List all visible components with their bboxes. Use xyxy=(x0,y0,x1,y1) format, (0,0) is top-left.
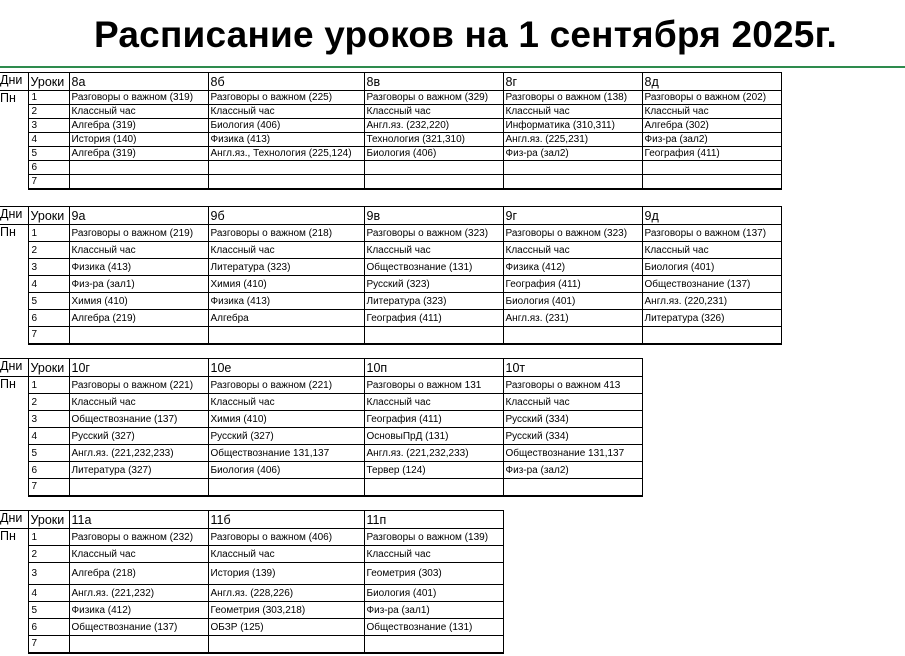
lesson-number: 6 xyxy=(28,310,69,327)
lesson-cell xyxy=(208,327,364,344)
lesson-number: 4 xyxy=(28,585,69,602)
lesson-number: 7 xyxy=(28,479,69,496)
lesson-cell: Англ.яз. (221,232,233) xyxy=(364,445,503,462)
lesson-number: 1 xyxy=(28,225,69,242)
lesson-cell: Разговоры о важном (319) xyxy=(69,91,208,105)
lesson-cell xyxy=(364,161,503,175)
page-title: Расписание уроков на 1 сентября 2025г. xyxy=(94,14,837,55)
lesson-cell: Обществознание (137) xyxy=(642,276,781,293)
lesson-cell: Биология (406) xyxy=(364,147,503,161)
schedule-block-4 xyxy=(0,510,504,654)
lesson-cell: Классный час xyxy=(208,105,364,119)
lesson-row xyxy=(0,119,781,133)
lesson-cell: Классный час xyxy=(364,546,503,563)
lesson-cell: Физ-ра (зал2) xyxy=(503,147,642,161)
lesson-number: 4 xyxy=(28,133,69,147)
lesson-cell: Классный час xyxy=(69,546,208,563)
class-header: 11п xyxy=(364,511,503,529)
lesson-cell xyxy=(364,479,503,496)
class-header: 10г xyxy=(69,359,208,377)
lesson-cell: Обществознание (137) xyxy=(69,411,208,428)
lesson-cell: Физ-ра (зал2) xyxy=(503,462,642,479)
lesson-number: 6 xyxy=(28,619,69,636)
lesson-cell: Русский (323) xyxy=(364,276,503,293)
lesson-cell: Биология (406) xyxy=(208,119,364,133)
header-days: Дни xyxy=(0,73,28,91)
lesson-row xyxy=(0,445,642,462)
lesson-row xyxy=(0,411,642,428)
lesson-row xyxy=(0,428,642,445)
lesson-cell: Алгебра xyxy=(208,310,364,327)
lesson-cell: Классный час xyxy=(208,546,364,563)
lesson-cell: География (411) xyxy=(642,147,781,161)
lesson-cell: Классный час xyxy=(69,394,208,411)
schedule-block-1 xyxy=(0,72,782,190)
lesson-cell xyxy=(642,161,781,175)
lesson-cell xyxy=(503,327,642,344)
lesson-number: 1 xyxy=(28,91,69,105)
lesson-cell: Классный час xyxy=(69,105,208,119)
schedule-table xyxy=(0,206,782,345)
lesson-cell: Разговоры о важном (323) xyxy=(364,225,503,242)
lesson-number: 5 xyxy=(28,293,69,310)
lesson-row xyxy=(0,105,781,119)
lesson-cell: Разговоры о важном (202) xyxy=(642,91,781,105)
schedule-table xyxy=(0,510,504,654)
lesson-cell xyxy=(642,327,781,344)
lesson-cell: Разговоры о важном (221) xyxy=(69,377,208,394)
lesson-cell: Обществознание (137) xyxy=(69,619,208,636)
lesson-number: 3 xyxy=(28,411,69,428)
lesson-number: 2 xyxy=(28,394,69,411)
lesson-cell: Классный час xyxy=(503,394,642,411)
lesson-cell: Классный час xyxy=(69,242,208,259)
header-days: Дни xyxy=(0,511,28,529)
schedule-table xyxy=(0,358,643,497)
lesson-cell: Обществознание 131,137 xyxy=(503,445,642,462)
lesson-cell: Физика (413) xyxy=(208,133,364,147)
lesson-cell: Англ.яз. (220,231) xyxy=(642,293,781,310)
lesson-cell: Информатика (310,311) xyxy=(503,119,642,133)
lesson-cell: Разговоры о важном (225) xyxy=(208,91,364,105)
lesson-cell xyxy=(69,327,208,344)
lesson-cell: Англ.яз. (225,231) xyxy=(503,133,642,147)
lesson-cell: Литература (323) xyxy=(364,293,503,310)
lesson-cell: Биология (401) xyxy=(364,585,503,602)
lesson-number: 6 xyxy=(28,462,69,479)
lesson-cell: Физика (412) xyxy=(69,602,208,619)
lesson-row xyxy=(0,479,642,496)
lesson-cell: Классный час xyxy=(208,242,364,259)
lesson-cell: Разговоры о важном (329) xyxy=(364,91,503,105)
lesson-cell: Литература (326) xyxy=(642,310,781,327)
lesson-cell: Обществознание (131) xyxy=(364,619,503,636)
lesson-number: 4 xyxy=(28,428,69,445)
lesson-cell: Классный час xyxy=(503,242,642,259)
lesson-cell: Классный час xyxy=(642,105,781,119)
lesson-number: 1 xyxy=(28,377,69,394)
lesson-cell: Химия (410) xyxy=(208,411,364,428)
lesson-number: 7 xyxy=(28,636,69,653)
lesson-cell: Алгебра (218) xyxy=(69,563,208,585)
lesson-cell xyxy=(503,479,642,496)
day-label: Пн xyxy=(0,377,28,496)
lesson-cell: Алгебра (219) xyxy=(69,310,208,327)
lesson-number: 6 xyxy=(28,161,69,175)
lesson-cell xyxy=(364,327,503,344)
lesson-cell xyxy=(69,636,208,653)
lesson-cell: Литература (323) xyxy=(208,259,364,276)
lesson-row xyxy=(0,259,781,276)
lesson-row xyxy=(0,529,503,546)
lesson-cell: Физ-ра (зал1) xyxy=(69,276,208,293)
lesson-cell xyxy=(69,161,208,175)
lesson-cell: География (411) xyxy=(364,411,503,428)
lesson-row xyxy=(0,276,781,293)
lesson-cell: Разговоры о важном (137) xyxy=(642,225,781,242)
lesson-cell xyxy=(69,479,208,496)
header-days: Дни xyxy=(0,207,28,225)
lesson-cell: Англ.яз. (228,226) xyxy=(208,585,364,602)
lesson-number: 5 xyxy=(28,602,69,619)
lesson-cell: Биология (401) xyxy=(503,293,642,310)
lesson-cell: Биология (401) xyxy=(642,259,781,276)
lesson-row xyxy=(0,133,781,147)
lesson-row xyxy=(0,91,781,105)
lesson-row xyxy=(0,293,781,310)
lesson-cell: Физика (412) xyxy=(503,259,642,276)
lesson-cell: Классный час xyxy=(364,105,503,119)
lesson-cell: Англ.яз. (232,220) xyxy=(364,119,503,133)
lesson-cell: Англ.яз. (221,232,233) xyxy=(69,445,208,462)
schedule-block-3 xyxy=(0,358,643,497)
lesson-cell: Англ.яз. (231) xyxy=(503,310,642,327)
header-lessons: Уроки xyxy=(28,359,69,377)
lesson-cell: Классный час xyxy=(642,242,781,259)
lesson-row xyxy=(0,394,642,411)
lesson-cell: Химия (410) xyxy=(208,276,364,293)
day-label: Пн xyxy=(0,225,28,344)
lesson-cell: Классный час xyxy=(208,394,364,411)
lesson-row xyxy=(0,377,642,394)
lesson-row xyxy=(0,563,503,585)
class-header: 11б xyxy=(208,511,364,529)
lesson-cell: Разговоры о важном 413 xyxy=(503,377,642,394)
lesson-number: 5 xyxy=(28,147,69,161)
lesson-row xyxy=(0,225,781,242)
lesson-row xyxy=(0,161,781,175)
lesson-number: 2 xyxy=(28,105,69,119)
lesson-cell: ОБЗР (125) xyxy=(208,619,364,636)
lesson-row xyxy=(0,147,781,161)
lesson-cell: Технология (321,310) xyxy=(364,133,503,147)
lesson-cell: Тервер (124) xyxy=(364,462,503,479)
lesson-cell: Биология (406) xyxy=(208,462,364,479)
day-label: Пн xyxy=(0,91,28,189)
lesson-cell: География (411) xyxy=(364,310,503,327)
class-header: 9а xyxy=(69,207,208,225)
lesson-cell xyxy=(503,161,642,175)
lesson-row xyxy=(0,327,781,344)
class-header: 10е xyxy=(208,359,364,377)
lesson-cell: Русский (327) xyxy=(208,428,364,445)
lesson-number: 7 xyxy=(28,327,69,344)
lesson-number: 3 xyxy=(28,259,69,276)
lesson-cell: Алгебра (319) xyxy=(69,119,208,133)
schedule-table xyxy=(0,72,782,190)
lesson-cell: Геометрия (303,218) xyxy=(208,602,364,619)
lesson-number: 7 xyxy=(28,175,69,189)
lesson-cell xyxy=(208,175,364,189)
day-label: Пн xyxy=(0,529,28,653)
lesson-row xyxy=(0,462,642,479)
lesson-cell: Классный час xyxy=(364,394,503,411)
schedule-block-2 xyxy=(0,206,782,345)
lesson-cell xyxy=(208,161,364,175)
class-header: 8б xyxy=(208,73,364,91)
lesson-cell: Геометрия (303) xyxy=(364,563,503,585)
lesson-cell xyxy=(364,175,503,189)
lesson-cell: Алгебра (302) xyxy=(642,119,781,133)
lesson-cell xyxy=(69,175,208,189)
header-lessons: Уроки xyxy=(28,73,69,91)
lesson-cell: Разговоры о важном (221) xyxy=(208,377,364,394)
class-header: 10п xyxy=(364,359,503,377)
lesson-cell: ОсновыПрД (131) xyxy=(364,428,503,445)
lesson-row xyxy=(0,546,503,563)
lesson-cell: Литература (327) xyxy=(69,462,208,479)
lesson-cell: Англ.яз. (221,232) xyxy=(69,585,208,602)
lesson-cell: Русский (327) xyxy=(69,428,208,445)
lesson-cell: Разговоры о важном (232) xyxy=(69,529,208,546)
lesson-row xyxy=(0,585,503,602)
lesson-cell: Русский (334) xyxy=(503,411,642,428)
lesson-number: 3 xyxy=(28,563,69,585)
lesson-cell: Физика (413) xyxy=(208,293,364,310)
lesson-cell: Разговоры о важном (323) xyxy=(503,225,642,242)
lesson-cell xyxy=(503,175,642,189)
lesson-cell: Классный час xyxy=(503,105,642,119)
lesson-cell: Разговоры о важном (139) xyxy=(364,529,503,546)
class-header: 11а xyxy=(69,511,208,529)
lesson-cell: Англ.яз., Технология (225,124) xyxy=(208,147,364,161)
class-header: 8г xyxy=(503,73,642,91)
lesson-number: 1 xyxy=(28,529,69,546)
class-header: 10т xyxy=(503,359,642,377)
class-header: 8в xyxy=(364,73,503,91)
lesson-number: 2 xyxy=(28,242,69,259)
class-header: 9б xyxy=(208,207,364,225)
lesson-row xyxy=(0,602,503,619)
lesson-number: 2 xyxy=(28,546,69,563)
class-header: 9в xyxy=(364,207,503,225)
header-days: Дни xyxy=(0,359,28,377)
class-header: 9г xyxy=(503,207,642,225)
lesson-cell: Обществознание (131) xyxy=(364,259,503,276)
lesson-cell: Физ-ра (зал1) xyxy=(364,602,503,619)
lesson-number: 4 xyxy=(28,276,69,293)
lesson-cell: Разговоры о важном (218) xyxy=(208,225,364,242)
lesson-cell xyxy=(208,479,364,496)
lesson-cell: Физика (413) xyxy=(69,259,208,276)
lesson-cell: Классный час xyxy=(364,242,503,259)
class-header: 9д xyxy=(642,207,781,225)
lesson-number: 3 xyxy=(28,119,69,133)
lesson-cell xyxy=(208,636,364,653)
lesson-row xyxy=(0,636,503,653)
lesson-cell xyxy=(642,175,781,189)
lesson-row xyxy=(0,242,781,259)
lesson-cell xyxy=(364,636,503,653)
lesson-cell: Разговоры о важном (406) xyxy=(208,529,364,546)
lesson-cell: Разговоры о важном (219) xyxy=(69,225,208,242)
lesson-row xyxy=(0,310,781,327)
lesson-cell: География (411) xyxy=(503,276,642,293)
lesson-cell: Физ-ра (зал2) xyxy=(642,133,781,147)
lesson-cell: Обществознание 131,137 xyxy=(208,445,364,462)
lesson-cell: Русский (334) xyxy=(503,428,642,445)
lesson-cell: Разговоры о важном (138) xyxy=(503,91,642,105)
lesson-cell: Разговоры о важном 131 xyxy=(364,377,503,394)
lesson-row xyxy=(0,619,503,636)
lesson-cell: Химия (410) xyxy=(69,293,208,310)
lesson-row xyxy=(0,175,781,189)
header-lessons: Уроки xyxy=(28,511,69,529)
header-lessons: Уроки xyxy=(28,207,69,225)
class-header: 8а xyxy=(69,73,208,91)
lesson-cell: Алгебра (319) xyxy=(69,147,208,161)
class-header: 8д xyxy=(642,73,781,91)
lesson-number: 5 xyxy=(28,445,69,462)
lesson-cell: История (140) xyxy=(69,133,208,147)
lesson-cell: История (139) xyxy=(208,563,364,585)
title-divider xyxy=(0,66,905,68)
